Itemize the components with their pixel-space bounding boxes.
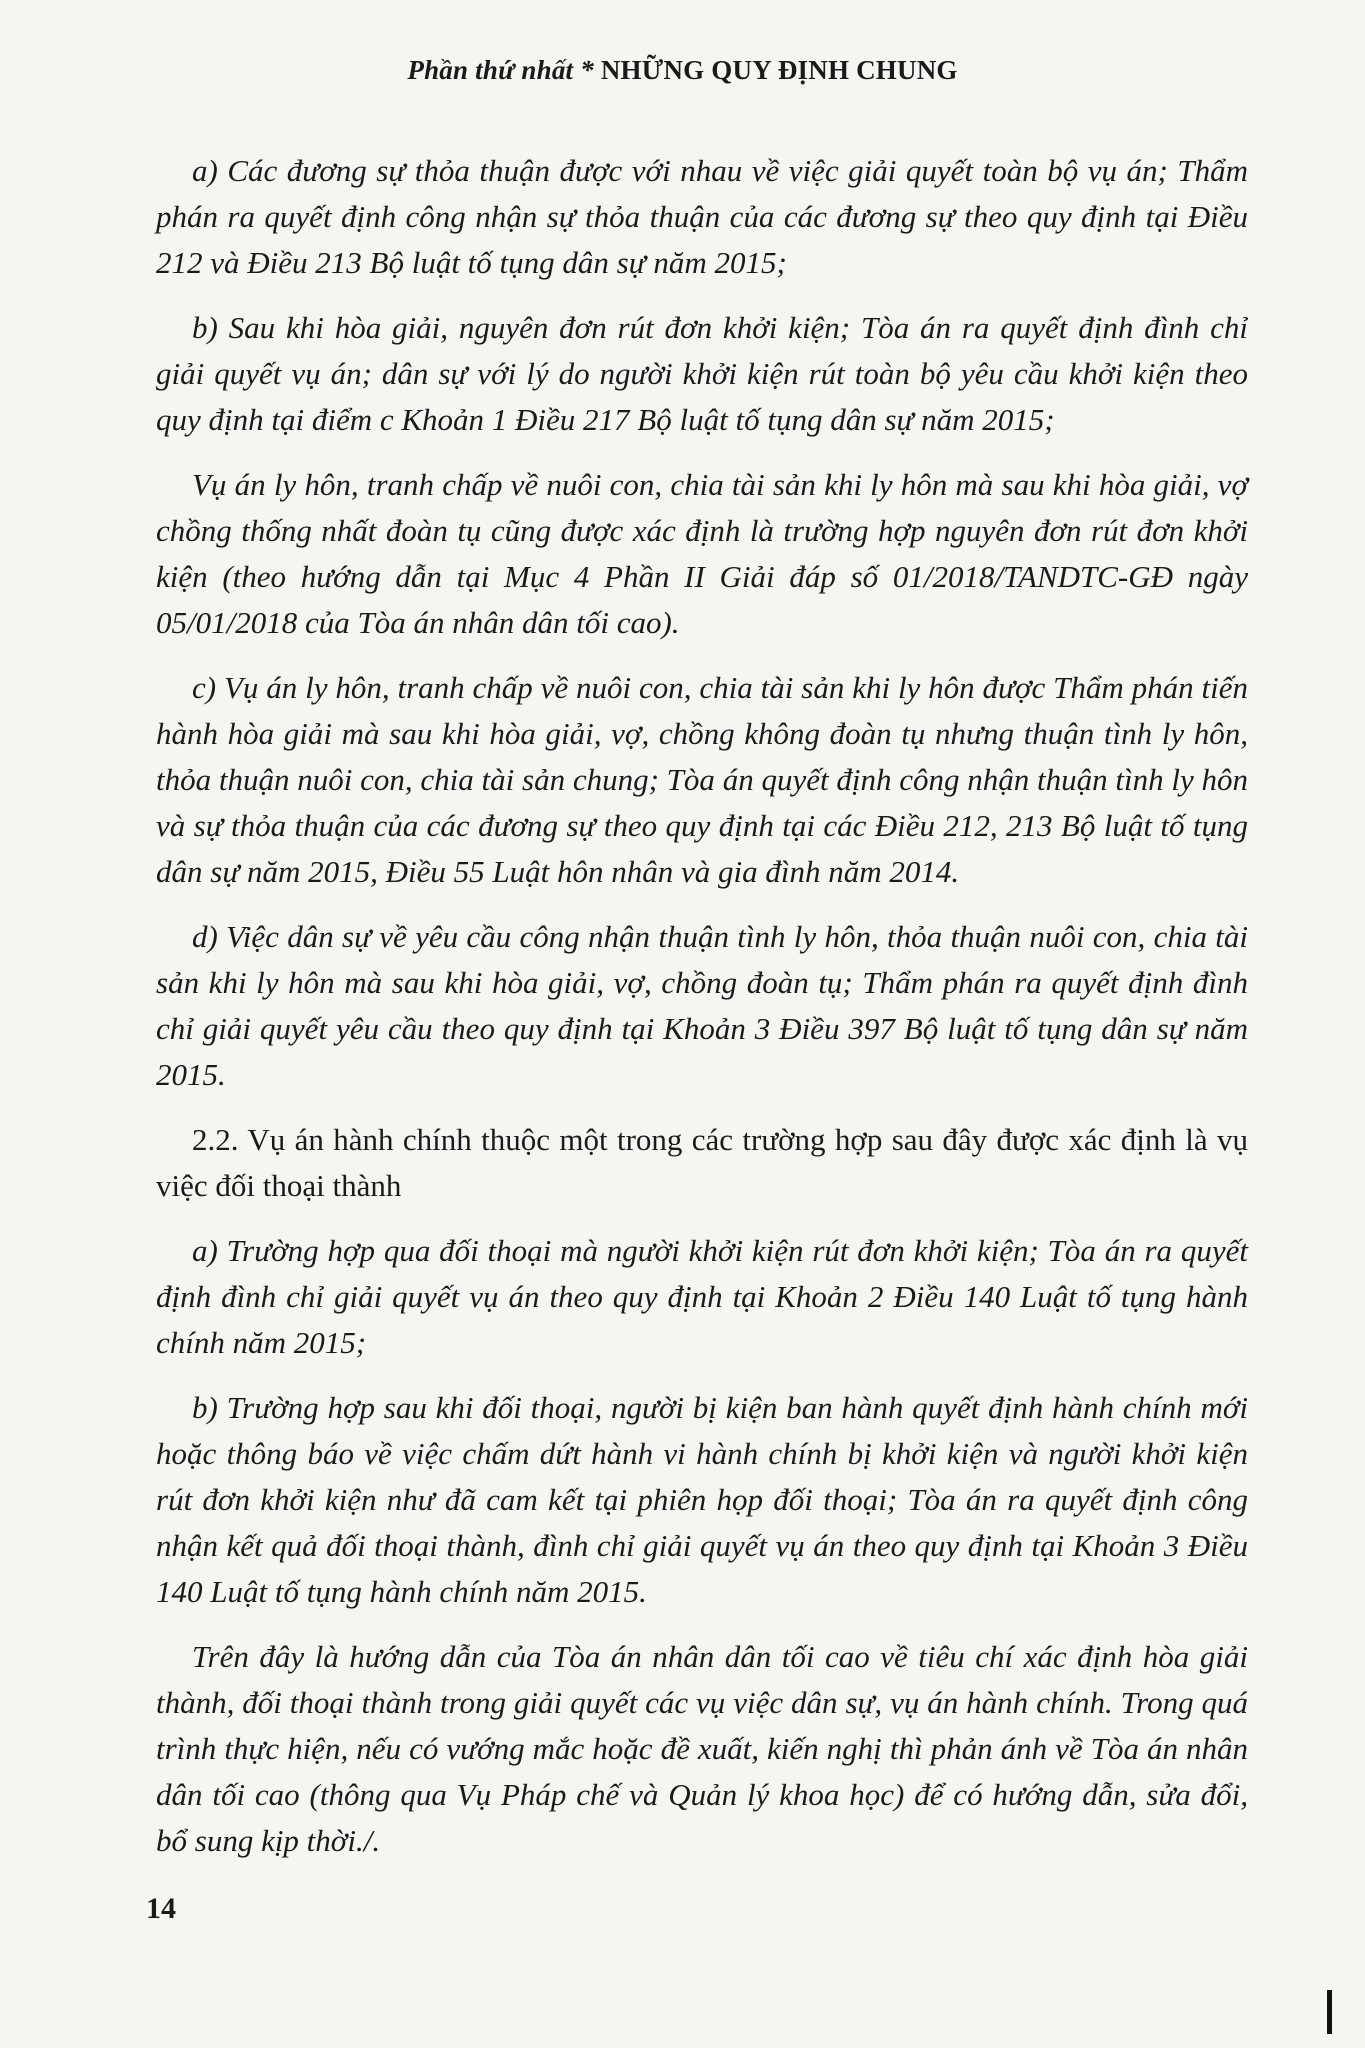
page-number: 14 (146, 1892, 176, 1925)
header-title: NHỮNG QUY ĐỊNH CHUNG (600, 55, 958, 85)
closing-paragraph: Trên đây là hướng dẫn của Tòa án nhân dân tối cao về tiêu chí xác định hòa giải thành, đối thoại thành trong giải quyết các vụ việc dân sự, vụ án hành chính. Trong quá trình thực hiện, nếu có vướng mắc hoặc đề xuất, kiến nghị thì phản ánh về Tòa án nhân dân tối cao (thông qua Vụ Pháp chế và Quản lý khoa học) để có hướng dẫn, sửa đổi, bổ sung kịp thời./. (156, 1639, 1248, 1858)
paragraph-2-1-a: a) Các đương sự thỏa thuận được với nhau về việc giải quyết toàn bộ vụ án; Thẩm phán ra quyết định công nhận sự thỏa thuận của các đương sự theo quy định tại Điều 212 và Điều 213 Bộ luật tố tụng dân sự năm 2015; (156, 153, 1248, 280)
header-part-label: Phần thứ nhất * (407, 55, 594, 85)
paragraph-2-1-c: c) Vụ án ly hôn, tranh chấp về nuôi con, chia tài sản khi ly hôn được Thẩm phán tiến hành hòa giải mà sau khi hòa giải, vợ, chồng không đoàn tụ nhưng thuận tình ly hôn, thỏa thuận nuôi con, chia tài sản chung; Tòa án quyết định công nhận thuận tình ly hôn và sự thỏa thuận của các đương sự theo quy định tại các Điều 212, 213 Bộ luật tố tụng dân sự năm 2015, Điều 55 Luật hôn nhân và gia đình năm 2014. (156, 670, 1248, 889)
paragraph-2-2-a: a) Trường hợp qua đối thoại mà người khởi kiện rút đơn khởi kiện; Tòa án ra quyết định đình chỉ giải quyết vụ án theo quy định tại Khoản 2 Điều 140 Luật tố tụng hành chính năm 2015; (156, 1233, 1248, 1360)
paragraph-2-1-b-note: Vụ án ly hôn, tranh chấp về nuôi con, chia tài sản khi ly hôn mà sau khi hòa giải, vợ chồng thống nhất đoàn tụ cũng được xác định là trường hợp nguyên đơn rút đơn khởi kiện (theo hướng dẫn tại Mục 4 Phần II Giải đáp số 01/2018/TANDTC-GĐ ngày 05/01/2018 của Tòa án nhân dân tối cao). (156, 467, 1248, 640)
paragraph-2-1-d: d) Việc dân sự về yêu cầu công nhận thuận tình ly hôn, thỏa thuận nuôi con, chia tài sản khi ly hôn mà sau khi hòa giải, vợ, chồng đoàn tụ; Thẩm phán ra quyết định đình chỉ giải quyết yêu cầu theo quy định tại Khoản 3 Điều 397 Bộ luật tố tụng dân sự năm 2015. (156, 919, 1248, 1092)
body-text (156, 148, 1248, 1883)
paragraph-2-2-b: b) Trường hợp sau khi đối thoại, người bị kiện ban hành quyết định hành chính mới hoặc thông báo về việc chấm dứt hành vi hành chính bị khởi kiện và người khởi kiện rút đơn khởi kiện như đã cam kết tại phiên họp đối thoại; Tòa án ra quyết định công nhận kết quả đối thoại thành, đình chỉ giải quyết vụ án theo quy định tại Khoản 3 Điều 140 Luật tố tụng hành chính năm 2015. (156, 1390, 1248, 1609)
paragraph-2-1-b: b) Sau khi hòa giải, nguyên đơn rút đơn khởi kiện; Tòa án ra quyết định đình chỉ giải quyết vụ án; dân sự với lý do người khởi kiện rút toàn bộ yêu cầu khởi kiện theo quy định tại điểm c Khoản 1 Điều 217 Bộ luật tố tụng dân sự năm 2015; (156, 310, 1248, 437)
section-heading-2-2: 2.2. Vụ án hành chính thuộc một trong các trường hợp sau đây được xác định là vụ việc đối thoại thành (156, 1122, 1248, 1203)
running-header (0, 55, 1365, 86)
page-edge-mark (1327, 1990, 1332, 2034)
